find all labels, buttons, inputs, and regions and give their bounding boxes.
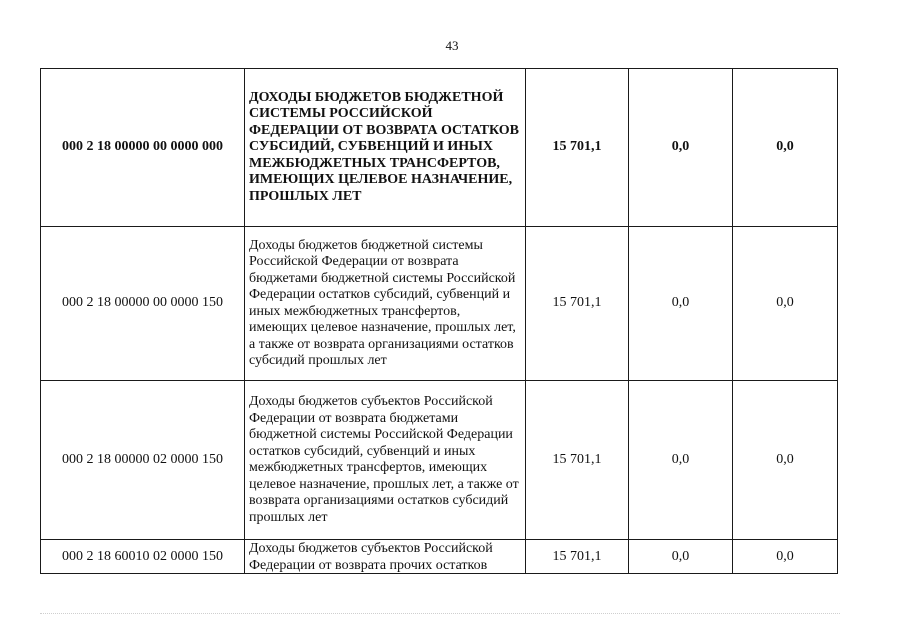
value-cell-1: 15 701,1 bbox=[552, 549, 602, 564]
table-row bbox=[41, 381, 838, 540]
table-row bbox=[41, 540, 838, 574]
budget-code-cell: 000 2 18 60010 02 0000 150 bbox=[62, 549, 223, 564]
value-cell-3: 0,0 bbox=[733, 227, 838, 381]
page-number: 43 bbox=[445, 38, 459, 53]
budget-code-cell: 000 2 18 00000 00 0000 150 bbox=[41, 227, 245, 381]
value-cell-2: 0,0 bbox=[671, 549, 690, 564]
budget-revenue-table bbox=[40, 68, 838, 574]
revenue-name-cell: Доходы бюджетов бюджетной системы Российской Федерации от возврата бюджетами бюджетной системы Российской Федерации остатков субсидий, субвенций и иных межбюджетных трансфертов, имеющих целевое назначение, прошлых лет, а также от возврата организациями остатков субсидий прошлых лет bbox=[245, 227, 526, 381]
value-cell-3: 0,0 bbox=[733, 381, 838, 540]
budget-code-cell: 000 2 18 00000 00 0000 000 bbox=[41, 69, 245, 227]
page-bottom-divider bbox=[40, 613, 840, 614]
value-cell-3: 0,0 bbox=[776, 549, 794, 564]
value-cell-3: 0,0 bbox=[733, 69, 838, 227]
value-cell-2: 0,0 bbox=[629, 381, 733, 540]
value-cell-1-wrap bbox=[526, 540, 629, 574]
budget-code-cell-wrap bbox=[41, 540, 245, 574]
revenue-name-cell-wrap bbox=[245, 540, 526, 574]
budget-code-cell: 000 2 18 00000 02 0000 150 bbox=[41, 381, 245, 540]
value-cell-2-wrap bbox=[629, 540, 733, 574]
value-cell-3-wrap bbox=[733, 540, 838, 574]
value-cell-2: 0,0 bbox=[629, 69, 733, 227]
revenue-name-cell: ДОХОДЫ БЮДЖЕТОВ БЮДЖЕТНОЙ СИСТЕМЫ РОССИЙСКОЙ ФЕДЕРАЦИИ ОТ ВОЗВРАТА ОСТАТКОВ СУБСИДИЙ, СУБВЕНЦИЙ И ИНЫХ МЕЖБЮДЖЕТНЫХ ТРАНСФЕРТОВ, ИМЕЮЩИХ ЦЕЛЕВОЕ НАЗНАЧЕНИЕ, ПРОШЛЫХ ЛЕТ bbox=[245, 69, 526, 227]
table-row bbox=[41, 227, 838, 381]
value-cell-2: 0,0 bbox=[629, 227, 733, 381]
table-row bbox=[41, 69, 838, 227]
value-cell-1: 15 701,1 bbox=[526, 69, 629, 227]
value-cell-1: 15 701,1 bbox=[526, 227, 629, 381]
revenue-name-cell: Доходы бюджетов субъектов Российской Федерации от возврата бюджетами бюджетной системы Российской Федерации остатков субсидий, субвенций и иных межбюджетных трансфертов, имеющих целевое назначение, прошлых лет, а также от возврата организациями остатков субсидий прошлых лет bbox=[245, 381, 526, 540]
value-cell-1: 15 701,1 bbox=[526, 381, 629, 540]
revenue-name-cell: Доходы бюджетов субъектов Российской Федерации от возврата прочих остатков bbox=[249, 541, 493, 573]
